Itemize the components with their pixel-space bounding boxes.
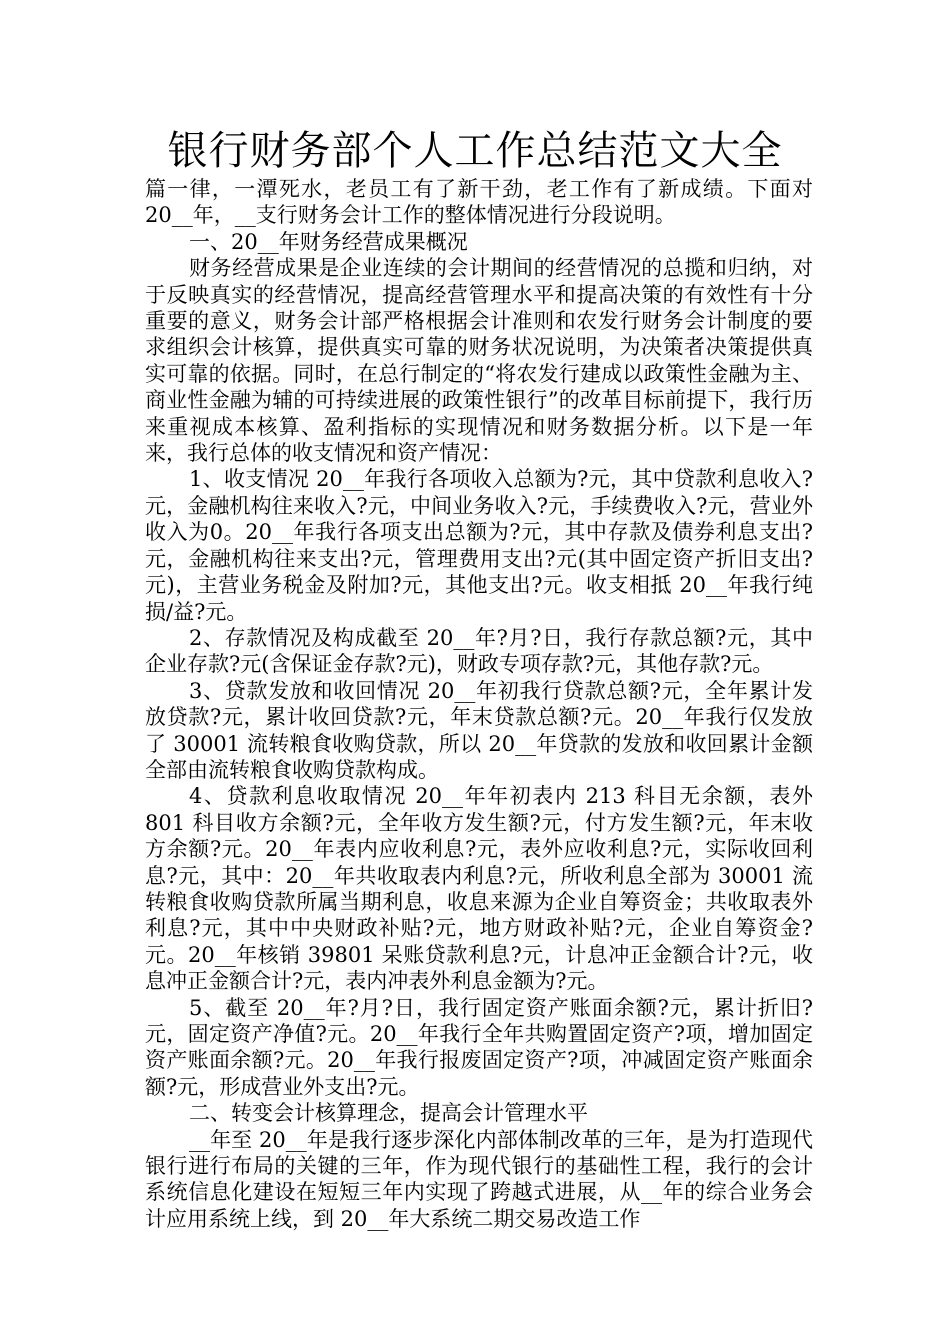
paragraph-overview: 财务经营成果是企业连续的会计期间的经营情况的总揽和归纳，对于反映真实的经营情况，提高经营管理水平和提高决策的有效性有十分重要的意义，财务会计部严格根据会计准则和农发行财务会计制度的要求组织会计核算，提供真实可靠的财务状况说明，为决策者决策提供真实可靠的依据。同时，在总行制定的“将农发行建成以政策性金融为主、商业性金融为辅的可持续进展的政策性银行”的改革目标前提下，我行历来重视成本核算、盈利指标的实现情况和财务数据分析。以下是一年来，我行总体的收支情况和资产情况： (145, 256, 813, 466)
section-heading-2: 二、转变会计核算理念，提高会计管理水平 (189, 1101, 588, 1126)
paragraph-fixed-assets: 5、截至 20__年?月?日，我行固定资产账面余额?元，累计折旧?元，固定资产净值?元。20__年我行全年共购置固定资产?项，增加固定资产账面余额?元。20__年我行报废固定资产?项，冲减固定资产账面余额?元，形成营业外支出?元。 (145, 995, 813, 1099)
paragraph-loans: 3、贷款发放和收回情况 20__年初我行贷款总额?元，全年累计发放贷款?元，累计收回贷款?元，年末贷款总额?元。20__年我行仅发放了 30001 流转粮食收购贷款，所以 20__年贷款的发放和收回累计金额全部由流转粮食收购贷款构成。 (145, 678, 813, 782)
paragraph-accounting-reform: __年至 20__年是我行逐步深化内部体制改革的三年，是为打造现代银行进行布局的关键的三年，作为现代银行的基础性工程，我行的会计系统信息化建设在短短三年内实现了跨越式进展，从__年的综合业务会计应用系统上线，到 20__年大系统二期交易改造工作 (145, 1127, 813, 1231)
paragraph-loan-interest: 4、贷款利息收取情况 20__年年初表内 213 科目无余额，表外 801 科目收方余额?元，全年收方发生额?元，付方发生额?元，年末收方余额?元。20__年表内应收利息?元，表外应收利息?元，实际收回利息?元，其中：20__年共收取表内利息?元，所收利息全部为 30001 流转粮食收购贷款所属当期利息，收息来源为企业自筹资金；共收取表外利息?元，其中中央财政补贴?元，地方财政补贴?元，企业自筹资金?元。20__年核销 39801 呆账贷款利息?元，计息冲正金额合计?元，收息冲正金额合计?元，表内冲表外利息金额为?元。 (145, 784, 813, 994)
section-heading-1: 一、20__年财务经营成果概况 (189, 229, 468, 254)
paragraph-deposits: 2、存款情况及构成截至 20__年?月?日，我行存款总额?元，其中企业存款?元(含保证金存款?元)，财政专项存款?元，其他存款?元。 (145, 625, 813, 677)
paragraph-intro: 篇一律，一潭死水，老员工有了新干劲，老工作有了新成绩。下面对20__年，__支行财务会计工作的整体情况进行分段说明。 (145, 177, 813, 228)
document-body (145, 176, 813, 1232)
document-title: 银行财务部个人工作总结范文大全 (167, 128, 783, 174)
paragraph-income-expense: 1、收支情况 20__年我行各项收入总额为?元，其中贷款利息收入?元，金融机构往来收入?元，中间业务收入?元，手续费收入?元，营业外收入为0。20__年我行各项支出总额为?元，其中存款及债券利息支出?元，金融机构往来支出?元，管理费用支出?元(其中固定资产折旧支出?元)，主营业务税金及附加?元，其他支出?元。收支相抵 20__年我行纯损/益?元。 (145, 467, 813, 624)
